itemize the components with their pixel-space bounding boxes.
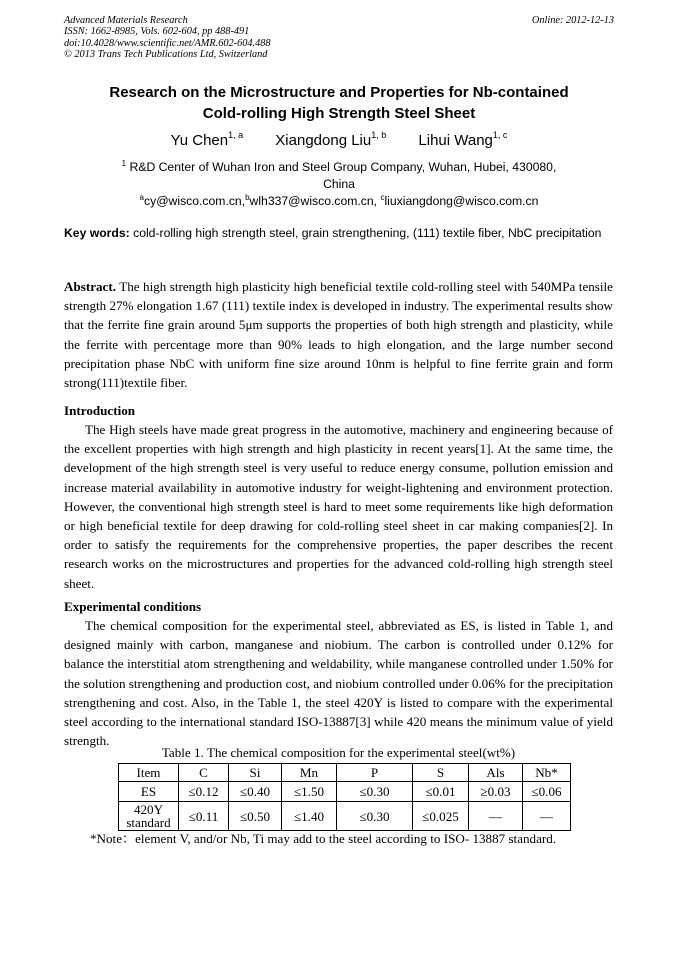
- copyright-line: © 2013 Trans Tech Publications Ltd, Switzerland: [64, 49, 268, 61]
- issn-line: ISSN: 1662-8985, Vols. 602-604, pp 488-491: [64, 26, 250, 38]
- table-cell: ≥0.03: [469, 782, 523, 802]
- paper-title: [64, 82, 614, 124]
- affiliation-text: R&D Center of Wuhan Iron and Steel Group Company, Wuhan, Hubei, 430080, China: [129, 160, 557, 191]
- table-row: [119, 802, 571, 831]
- table-cell: ≤0.025: [413, 802, 469, 831]
- abstract-label: Abstract.: [64, 279, 116, 294]
- table-row: [119, 782, 571, 802]
- header-cell: Als: [469, 764, 523, 782]
- header-cell: Si: [229, 764, 282, 782]
- table-header-row: [119, 764, 571, 782]
- author-list: [64, 125, 614, 151]
- table-cell: ≤0.40: [229, 782, 282, 802]
- header-cell: Nb*: [523, 764, 571, 782]
- header-cell: S: [413, 764, 469, 782]
- keywords-text: cold-rolling high strength steel, grain strengthening, (111) textile fiber, NbC precipitation: [133, 226, 602, 240]
- doi-line: doi:10.4028/www.scientific.net/AMR.602-604.488: [64, 37, 271, 49]
- table-cell: ≤0.12: [179, 782, 229, 802]
- author-name: Lihui Wang: [418, 132, 493, 149]
- email-sup: a: [139, 193, 144, 202]
- journal-header: [64, 15, 614, 61]
- journal-name: Advanced Materials Research: [64, 15, 188, 26]
- table-cell: ≤0.11: [179, 802, 229, 831]
- author-sup: 1, b: [371, 130, 387, 140]
- author: [418, 125, 507, 151]
- email-link[interactable]: cy@wisco.com.cn,: [144, 194, 246, 208]
- table-cell: 420Y standard: [119, 802, 179, 831]
- introduction-heading: Introduction: [64, 403, 136, 418]
- table-cell: ES: [119, 782, 179, 802]
- table-cell: ≤0.30: [337, 782, 413, 802]
- table-cell: ≤1.50: [282, 782, 337, 802]
- experimental-paragraph: The chemical composition for the experimental steel, abbreviated as ES, is listed in Table 1, and designed mainly with carbon, manganese and niobium. The carbon is controlled under 0.12% for balance the interstitial atom strengthening and weldability, while manganese controlled under 1.50% for the solution strengthening and production cost, and niobium controlled under 0.06% for the precipitation strengthening and cost. Also, in the Table 1, the steel 420Y is listed to compare with the experimental steel according to the international standard ISO-13887[3] while 420 means the minimum value of yield strength.: [64, 618, 613, 749]
- author: [171, 125, 244, 151]
- affiliation-sup: 1: [121, 159, 127, 168]
- table-cell: ≤0.30: [337, 802, 413, 831]
- table-cell: ≤1.40: [282, 802, 337, 831]
- author-sup: 1, c: [492, 130, 508, 140]
- author-name: Xiangdong Liu: [275, 132, 372, 149]
- author-name: Yu Chen: [170, 132, 229, 149]
- keywords: [64, 224, 613, 243]
- table-cell: —: [523, 802, 571, 831]
- online-date: Online: 2012-12-13: [531, 15, 614, 26]
- title-line-2: Cold-rolling High Strength Steel Sheet: [202, 105, 476, 122]
- header-cell: Item: [119, 764, 179, 782]
- email-list: [64, 190, 614, 209]
- title-line-1: Research on the Microstructure and Properties for Nb-contained: [109, 84, 569, 101]
- email-sup: c: [380, 193, 385, 202]
- table-cell: ≤0.01: [413, 782, 469, 802]
- introduction-paragraph: The High steels have made great progress in the automotive, machinery and engineering because of the excellent properties with high strength and high plasticity in recent years[1]. At the same time, the development of the high strength steel is very useful to reduce energy consume, pollution emission and increase material availability in automotive industry for weight-lightening and environment protection. However, the conventional high strength steel is hard to meet some requirements like high deformation or high beneficial textile for deep drawing for cold-rolling steel sheet in car making companies[2]. In order to satisfy the requirements for the comprehensive properties, the paper describes the recent research works on the microstructures and properties for the advanced cold-rolling high strength steel sheet.: [64, 422, 613, 591]
- affiliation: [110, 155, 568, 193]
- table-cell: ≤0.06: [523, 782, 571, 802]
- email-link[interactable]: liuxiangdong@wisco.com.cn: [384, 194, 539, 208]
- experimental-heading: Experimental conditions: [64, 599, 202, 614]
- table-cell: ≤0.50: [229, 802, 282, 831]
- header-cell: Mn: [282, 764, 337, 782]
- keywords-label: Key words:: [64, 226, 130, 240]
- email-link[interactable]: wlh337@wisco.com.cn,: [249, 194, 378, 208]
- table-cell: —: [469, 802, 523, 831]
- abstract: [64, 277, 613, 392]
- chemical-composition-table: [118, 763, 571, 831]
- author: [275, 125, 386, 151]
- table-note: *Note：element V, and/or Nb, Ti may add to the steel according to ISO- 13887 standard.: [90, 831, 557, 846]
- header-cell: C: [179, 764, 229, 782]
- author-sup: 1, a: [228, 130, 244, 140]
- table-caption: Table 1. The chemical composition for the experimental steel(wt%): [161, 745, 516, 760]
- header-cell: P: [337, 764, 413, 782]
- email-sup: b: [245, 193, 250, 202]
- abstract-text: The high strength high plasticity high beneficial textile cold-rolling steel with 540MPa tensile strength 27% elongation 1.67 (111) textile index is developed in industry. The experimental results show that the ferrite fine grain around 5μm supports the properties of both high strength and plasticity, while the ferrite with percentage more than 90% leads to high elongation, and the large number second precipitation phase NbC with uniform fine size around 10nm is helpful to fine ferrite grain and form strong(111)textile fiber.: [64, 279, 613, 391]
